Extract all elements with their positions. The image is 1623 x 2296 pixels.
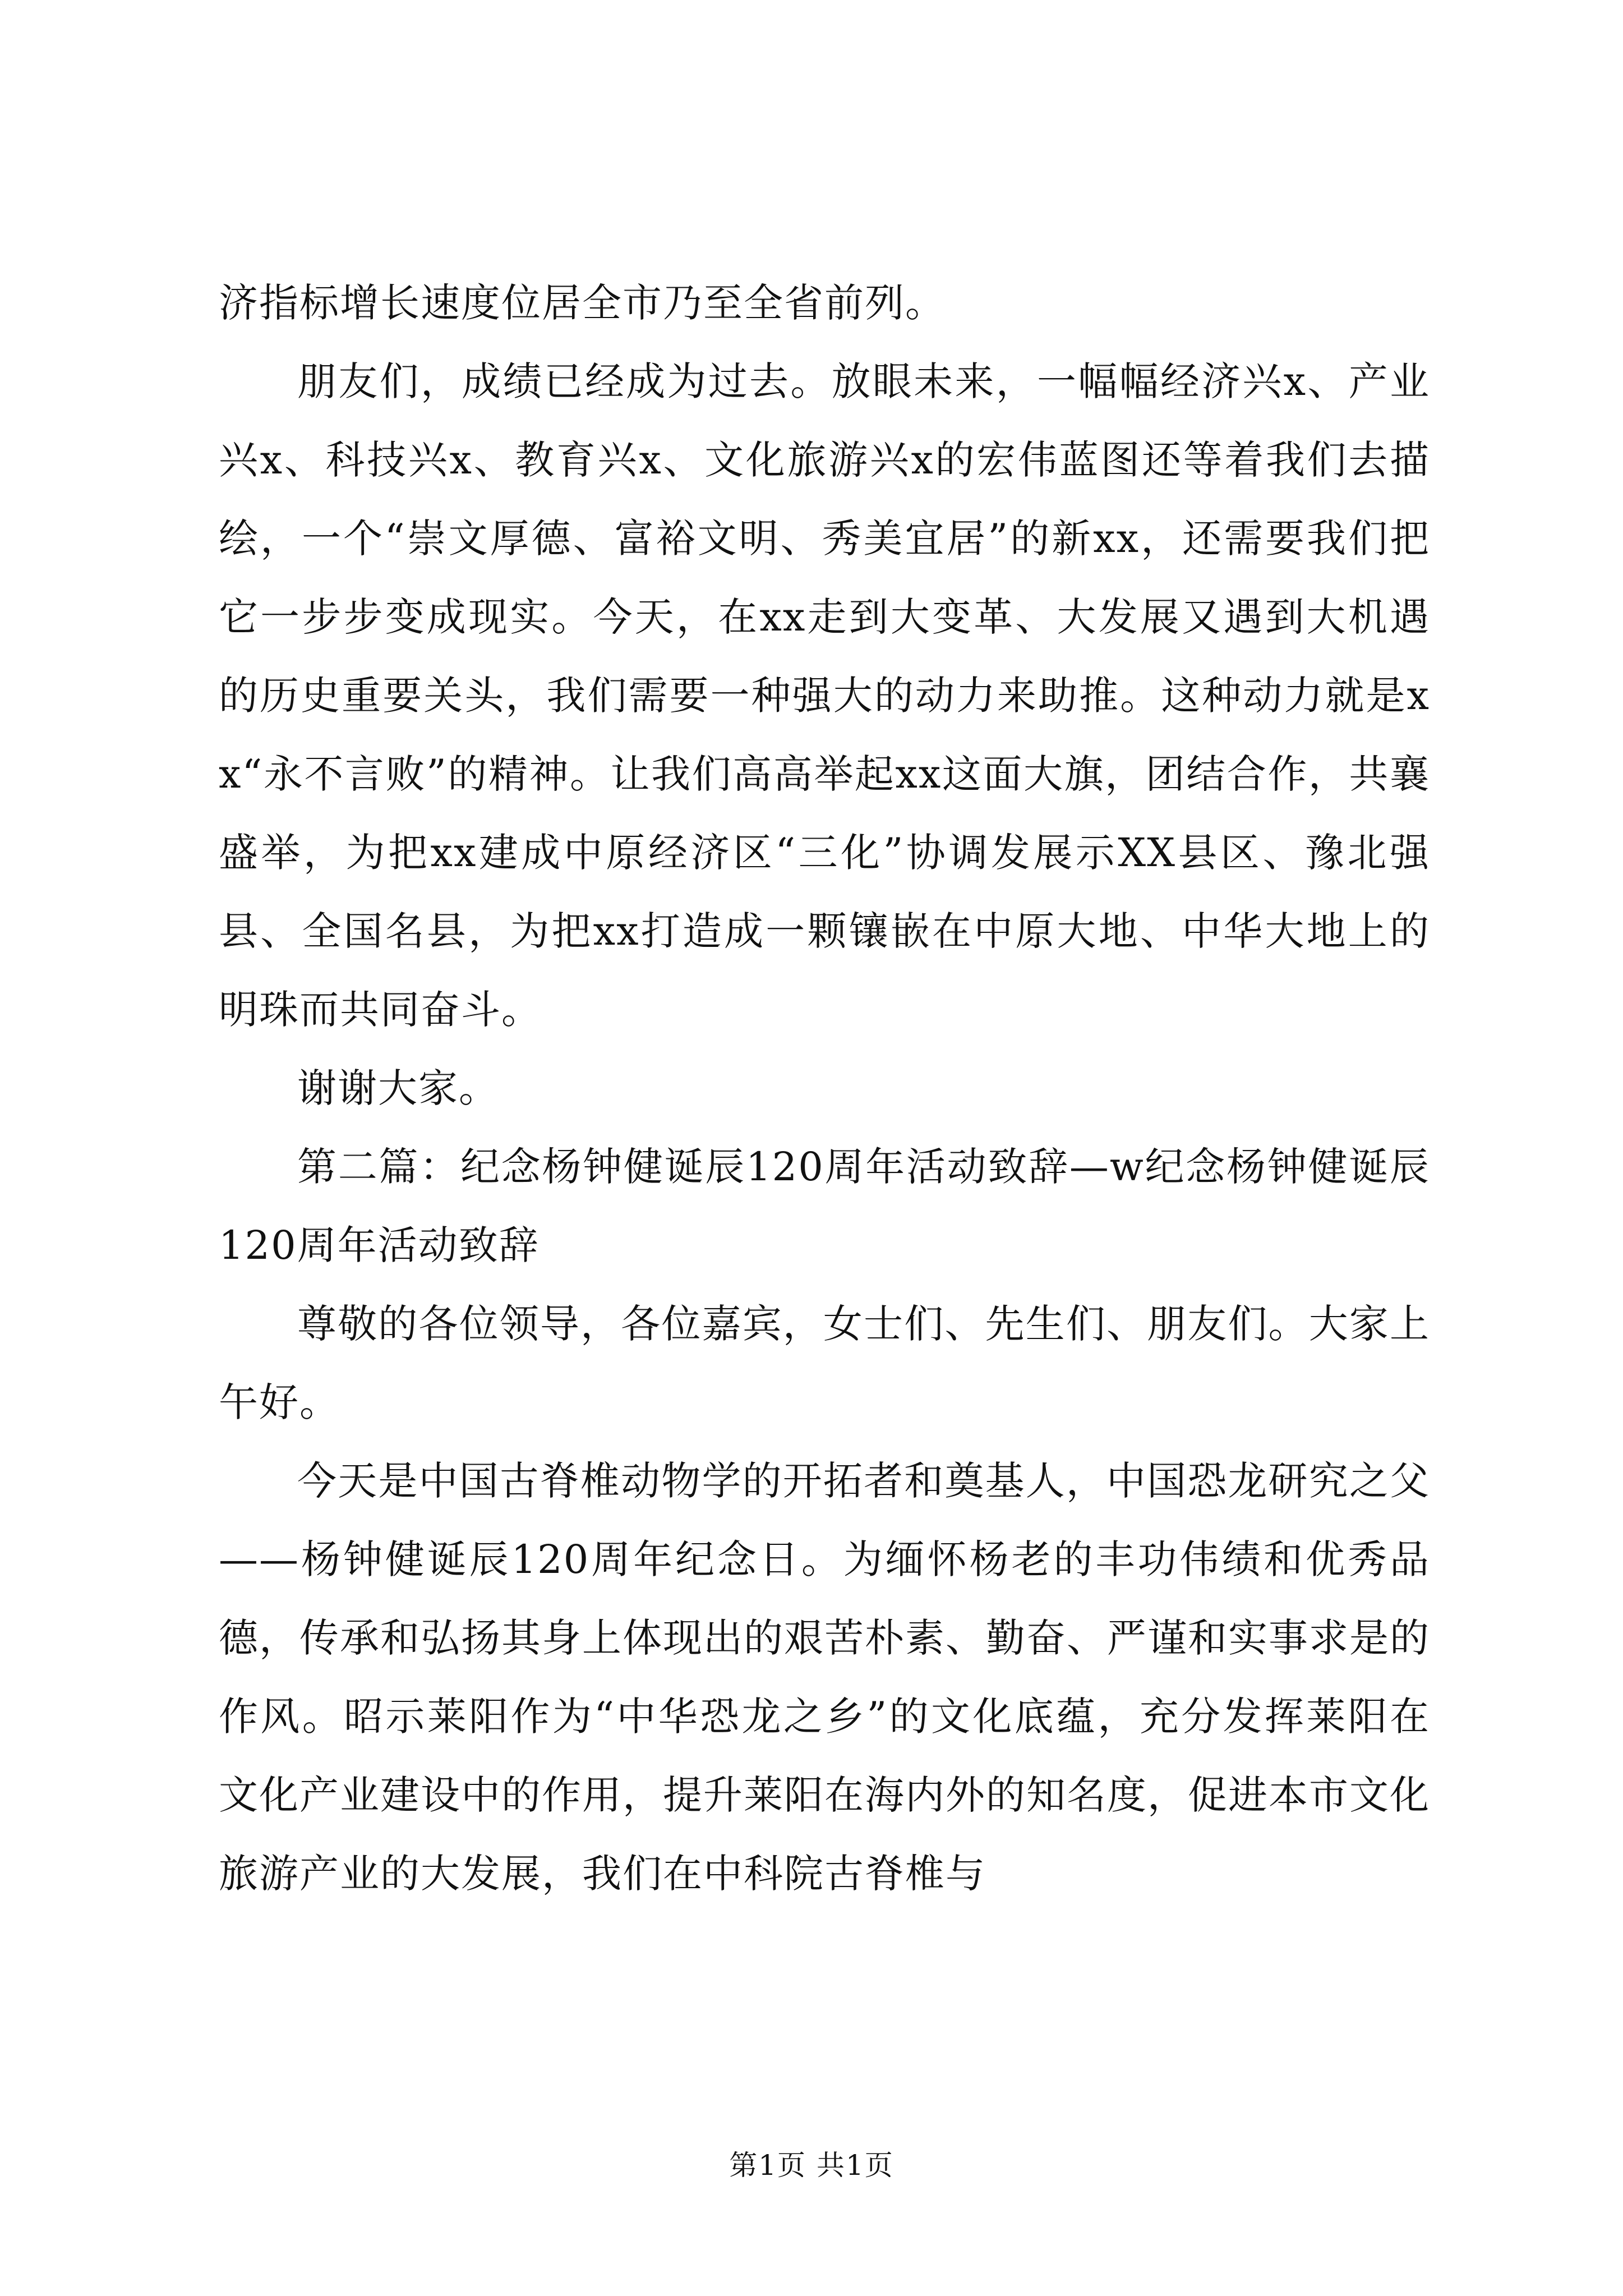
paragraph-thanks: 谢谢大家。 — [297, 1065, 499, 1111]
paragraph-continuation: 济指标增长速度位居全市乃至全省前列。 — [219, 280, 946, 326]
document-body — [219, 264, 1430, 1913]
paragraph-today: 今天是中国古脊椎动物学的开拓者和奠基人，中国恐龙研究之父——杨钟健诞辰120周年纪念日。为缅怀杨老的丰功伟绩和优秀品德，传承和弘扬其身上体现出的艰苦朴素、勤奋、严谨和实事求是的作风。昭示莱阳作为“中华恐龙之乡”的文化底蕴，充分发挥莱阳在文化产业建设中的作用，提升莱阳在海内外的知名度，促进本市文化旅游产业的大发展，我们在中科院古脊椎与 — [219, 1458, 1430, 1897]
paragraph-friends: 朋友们，成绩已经成为过去。放眼未来，一幅幅经济兴x、产业兴x、科技兴x、教育兴x、文化旅游兴x的宏伟蓝图还等着我们去描绘，一个“崇文厚德、富裕文明、秀美宜居”的新xx，还需要我们把它一步步变成现实。今天，在xx走到大变革、大发展又遇到大机遇的历史重要关头，我们需要一种强大的动力来助推。这种动力就是xx“永不言败”的精神。让我们高高举起xx这面大旗，团结合作，共襄盛举，为把xx建成中原经济区“三化”协调发展示XX县区、豫北强县、全国名县，为把xx打造成一颗镶嵌在中原大地、中华大地上的明珠而共同奋斗。 — [219, 358, 1430, 1033]
section-heading: 第二篇：纪念杨钟健诞辰120周年活动致辞—w纪念杨钟健诞辰120周年活动致辞 — [219, 1144, 1430, 1268]
page-footer: 第1页 共1页 — [729, 2149, 894, 2182]
paragraph-greeting: 尊敬的各位领导，各位嘉宾，女士们、先生们、朋友们。大家上午好。 — [219, 1301, 1430, 1425]
